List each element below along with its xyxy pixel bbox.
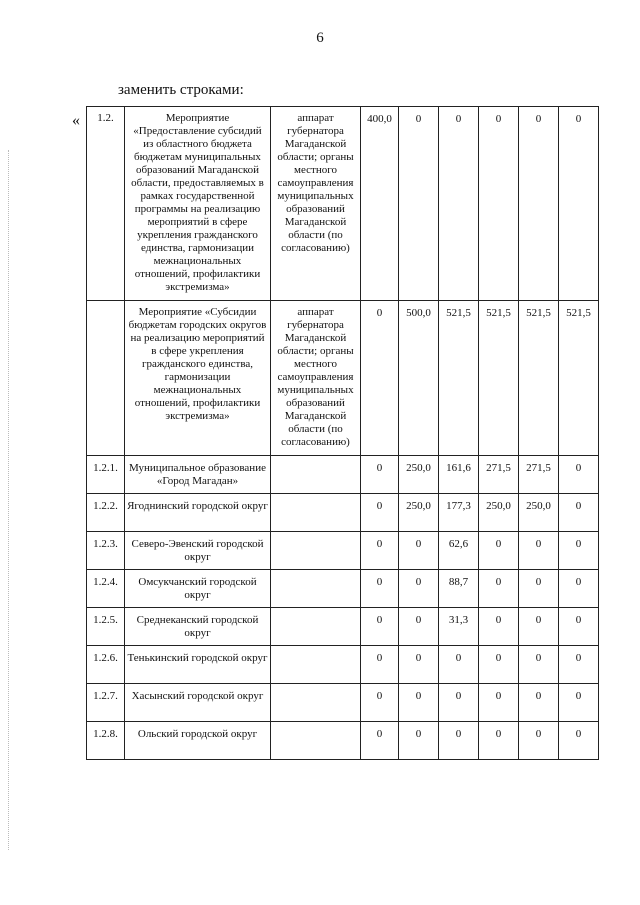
row-executor	[271, 608, 361, 646]
row-value: 0	[519, 646, 559, 684]
row-name: Ольский городской округ	[125, 722, 271, 760]
row-value: 0	[361, 570, 399, 608]
table-row	[87, 301, 599, 456]
row-value: 0	[439, 722, 479, 760]
row-value: 161,6	[439, 456, 479, 494]
row-value: 0	[559, 456, 599, 494]
program-table	[86, 106, 599, 760]
row-name: Муниципальное образование «Город Магадан»	[125, 456, 271, 494]
row-value: 0	[399, 608, 439, 646]
row-value: 0	[479, 646, 519, 684]
row-value: 0	[559, 646, 599, 684]
row-executor	[271, 646, 361, 684]
row-value: 0	[519, 722, 559, 760]
row-code: 1.2.8.	[87, 722, 125, 760]
table-row	[87, 494, 599, 532]
row-value: 0	[439, 684, 479, 722]
row-name: Мероприятие «Предоставление субсидий из областного бюджета бюджетам муниципальных образований Магаданской области, предоставляемых в рамках государственной программы на реализацию мероприятий в сфере укрепления гражданского единства, гармонизации межнациональных отношений, профилактики экстремизма»	[125, 107, 271, 301]
row-name: Ягоднинский городской округ	[125, 494, 271, 532]
row-name: Среднеканский городской округ	[125, 608, 271, 646]
row-executor	[271, 456, 361, 494]
row-value: 250,0	[399, 456, 439, 494]
row-name: Хасынский городской округ	[125, 684, 271, 722]
table-row	[87, 646, 599, 684]
row-value: 250,0	[399, 494, 439, 532]
row-value: 0	[361, 608, 399, 646]
row-value: 0	[399, 722, 439, 760]
row-value: 271,5	[479, 456, 519, 494]
row-value: 62,6	[439, 532, 479, 570]
row-name: Тенькинский городской округ	[125, 646, 271, 684]
row-value: 0	[399, 107, 439, 301]
row-value: 0	[439, 646, 479, 684]
row-value: 0	[399, 532, 439, 570]
row-value: 521,5	[519, 301, 559, 456]
row-value: 0	[479, 532, 519, 570]
row-value: 0	[559, 722, 599, 760]
row-value: 0	[399, 684, 439, 722]
row-code: 1.2.	[87, 107, 125, 301]
row-name: Мероприятие «Субсидии бюджетам городских округов на реализацию мероприятий в сфере укрепления гражданского единства, гармонизации межнациональных отношений, профилактики экстремизма»	[125, 301, 271, 456]
row-executor: аппарат губернатора Магаданской области; органы местного самоуправления муниципальных образований Магаданской области (по согласованию)	[271, 107, 361, 301]
row-value: 500,0	[399, 301, 439, 456]
table-row	[87, 532, 599, 570]
row-code: 1.2.3.	[87, 532, 125, 570]
table-row	[87, 684, 599, 722]
row-code: 1.2.6.	[87, 646, 125, 684]
intro-text: заменить строками:	[118, 82, 244, 98]
row-code: 1.2.2.	[87, 494, 125, 532]
row-value: 521,5	[439, 301, 479, 456]
row-value: 0	[479, 608, 519, 646]
row-value: 0	[361, 532, 399, 570]
row-value: 31,3	[439, 608, 479, 646]
row-code: 1.2.5.	[87, 608, 125, 646]
row-value: 0	[519, 684, 559, 722]
row-value: 400,0	[361, 107, 399, 301]
row-value: 0	[479, 722, 519, 760]
row-value: 0	[479, 684, 519, 722]
row-value: 0	[559, 570, 599, 608]
table-row	[87, 107, 599, 301]
row-value: 177,3	[439, 494, 479, 532]
table-row	[87, 456, 599, 494]
open-quote: «	[72, 112, 80, 129]
row-value: 88,7	[439, 570, 479, 608]
row-value: 0	[479, 570, 519, 608]
row-value: 521,5	[479, 301, 519, 456]
row-code: 1.2.4.	[87, 570, 125, 608]
row-value: 0	[399, 646, 439, 684]
row-executor	[271, 722, 361, 760]
row-code	[87, 301, 125, 456]
row-value: 0	[361, 646, 399, 684]
row-value: 0	[519, 532, 559, 570]
row-executor: аппарат губернатора Магаданской области; органы местного самоуправления муниципальных образований Магаданской области (по согласованию)	[271, 301, 361, 456]
row-value: 0	[361, 456, 399, 494]
row-value: 250,0	[479, 494, 519, 532]
row-value: 0	[519, 608, 559, 646]
row-value: 0	[361, 722, 399, 760]
row-value: 0	[399, 570, 439, 608]
row-executor	[271, 570, 361, 608]
row-code: 1.2.7.	[87, 684, 125, 722]
margin-dotted-line	[8, 150, 11, 850]
page-number: 6	[316, 30, 324, 46]
table-row	[87, 570, 599, 608]
table-row	[87, 608, 599, 646]
row-value: 0	[361, 301, 399, 456]
row-value: 0	[519, 570, 559, 608]
row-value: 250,0	[519, 494, 559, 532]
row-executor	[271, 532, 361, 570]
row-value: 521,5	[559, 301, 599, 456]
row-value: 0	[361, 494, 399, 532]
row-value: 0	[559, 608, 599, 646]
row-value: 0	[439, 107, 479, 301]
row-code: 1.2.1.	[87, 456, 125, 494]
row-name: Северо-Эвенский городской округ	[125, 532, 271, 570]
row-executor	[271, 684, 361, 722]
row-value: 0	[559, 494, 599, 532]
row-value: 0	[559, 107, 599, 301]
table-row	[87, 722, 599, 760]
row-name: Омсукчанский городской округ	[125, 570, 271, 608]
row-value: 0	[361, 684, 399, 722]
row-value: 271,5	[519, 456, 559, 494]
row-executor	[271, 494, 361, 532]
row-value: 0	[559, 532, 599, 570]
row-value: 0	[479, 107, 519, 301]
row-value: 0	[519, 107, 559, 301]
row-value: 0	[559, 684, 599, 722]
